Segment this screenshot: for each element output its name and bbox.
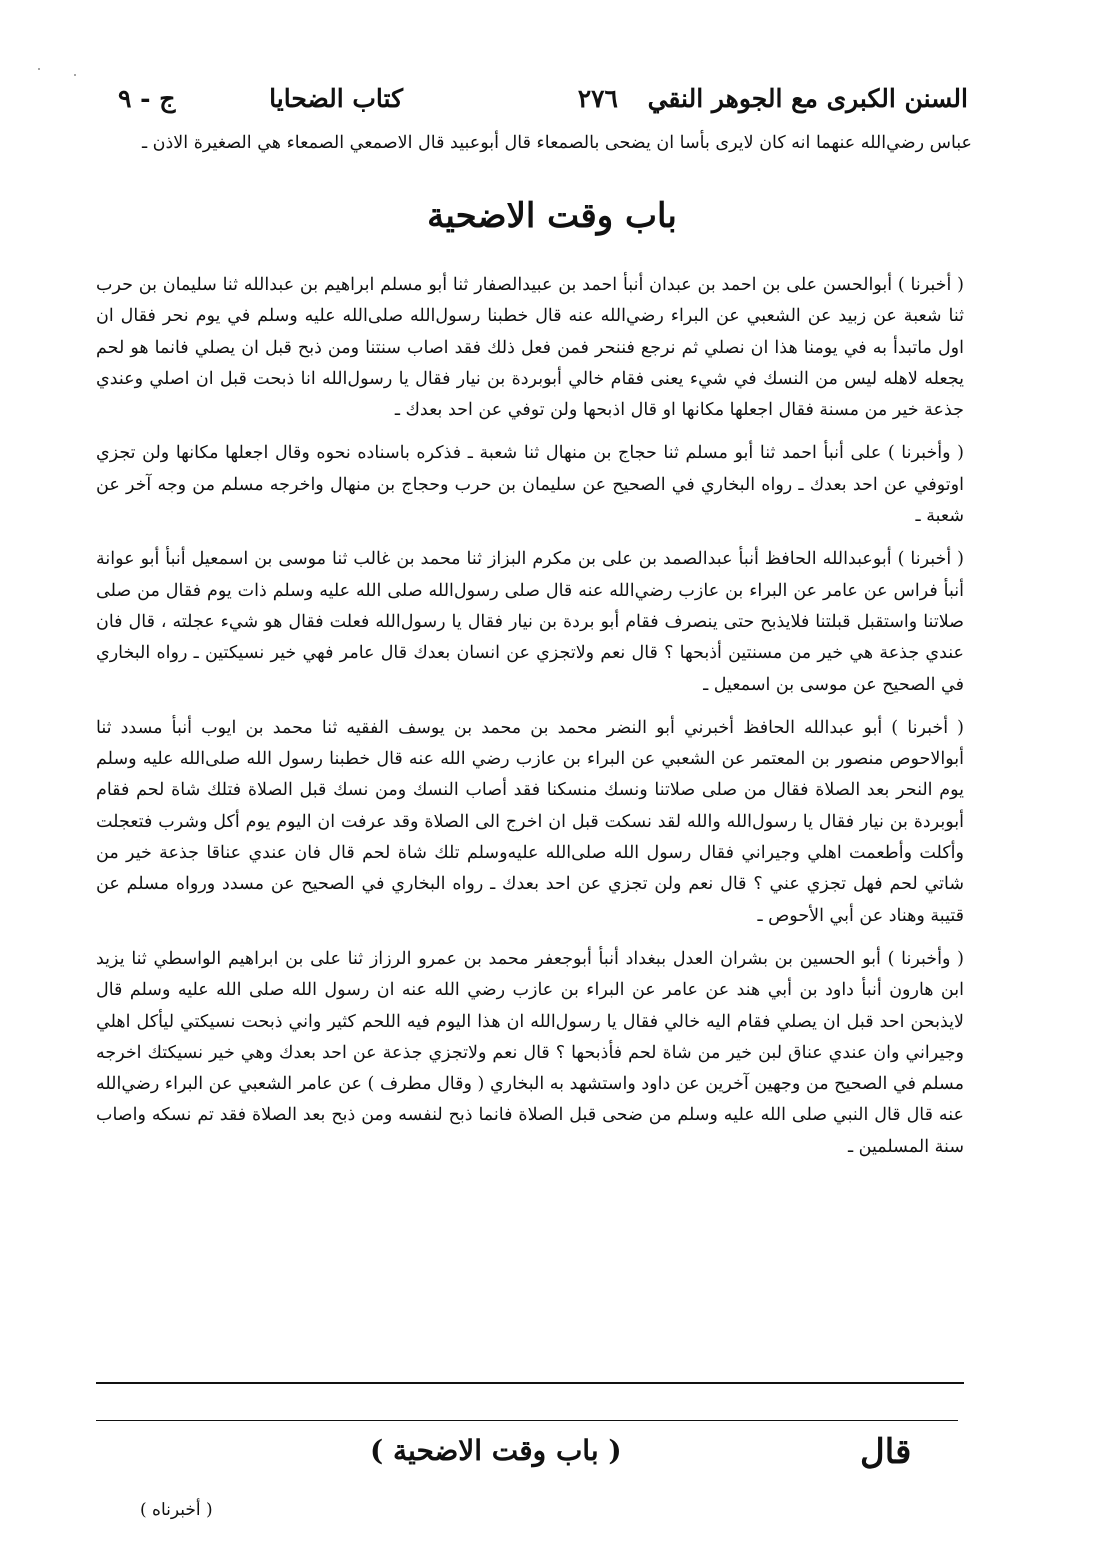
scan-speck bbox=[74, 74, 76, 76]
footnote-qala: قال bbox=[860, 1432, 912, 1472]
scan-speck bbox=[38, 68, 40, 70]
paragraph: ( أخبرنا ) أبو عبدالله الحافظ أخبرني أبو النضر محمد بن محمد بن يوسف الفقيه ثنا محمد بن ايوب أنبأ مسدد ثنا أبوالاحوص منصور بن المعتمر عن الشعبي عن البراء بن عازب رضي الله عنه قال خطبنا رسول الله صلى‌الله عليه وسلم يوم النحر بعد الصلاة فقال من صلى صلاتنا ونسك منسكنا فقد أصاب النسك ومن نسك قبل الصلاة فتلك شاة لحم فقام أبوبردة بن نيار فقال يا رسول‌الله والله لقد نسكت قبل ان اخرج الى الصلاة وقد عرفت ان اليوم يوم أكل وشرب فتعجلت وأكلت وأطعمت اهلي وجيراني فقال رسول الله صلى‌الله عليه‌وسلم تلك شاة لحم قال فان عندي عناقا جذعة خير من شاتي لحم فهل تجزي عني ؟ قال نعم ولن تجزي عن احد بعدك ـ رواه البخاري في الصحيح عن مسدد ورواه مسلم عن قتيبة وهناد عن أبي الأحوص ـ bbox=[96, 717, 964, 926]
paragraph: ( أخبرنا ) أبوالحسن على بن احمد بن عبدان أنبأ احمد بن عبيدالصفار ثنا أبو مسلم ابراهيم بن عبدالله ثنا سليمان بن حرب ثنا شعبة عن زبيد عن الشعبي عن البراء رضي‌الله عنه قال خطبنا رسول‌الله صلى‌الله عليه وسلم في يوم نحر فقال ان اول ماتبدأ به في يومنا هذا ان نصلي ثم نرجع فننحر فمن فعل ذلك فقد اصاب سنتنا ومن ذبح قبل ان يصلي فانما هو لحم يجعله لاهله ليس من النسك في شيء يعنى فقام خالي أبوبردة بن نيار فقال يا رسول‌الله انا ذبحت قبل ان اصلي وعندي جذعة خير من مسنة فقال اجعلها مكانها او قال اذبحها ولن توفي عن احد بعدك ـ bbox=[96, 275, 964, 421]
book-title: السنن الكبرى مع الجوهر النقي bbox=[647, 84, 968, 113]
paragraph: ( وأخبرنا ) على أنبأ احمد ثنا أبو مسلم ثنا حجاج بن منهال ثنا شعبة ـ فذكره باسناده نحوه وقال اجعلها مكانها ولن تجزي اوتوفي عن احد بعدك ـ رواه البخاري في الصحيح عن سليمان بن حرب وحجاج بن منهال واخرجه مسلم من وجه آخر عن شعبة ـ bbox=[96, 443, 964, 527]
chapter-title: باب وقت الاضحية bbox=[427, 196, 677, 236]
divider bbox=[96, 1420, 958, 1421]
paragraph: ( وأخبرنا ) أبو الحسين بن بشران العدل ببغداد أنبأ أبوجعفر محمد بن عمرو الرزاز ثنا على بن ابراهيم الواسطي ثنا يزيد ابن هارون أنبأ داود بن أبي هند عن عامر عن البراء بن عازب رضي الله عنه ان رسول الله صلى الله عليه وسلم قال لايذبحن احد قبل ان يصلي فقام اليه خالي فقال يا رسول‌الله ان هذا اليوم فيه اللحم كثير واني ذبحت نسيكتي ليأكل اهلي وجيراني وان عندي عناق لبن خير من شاة لحم فأذبحها ؟ قال نعم ولاتجزي جذعة عن احد بعدك وهي خير نسيكتك اخرجه مسلم في الصحيح من وجهين آخرين عن داود واستشهد به البخاري ( وقال مطرف ) عن عامر الشعبي عن البراء رضي‌الله عنه قال قال النبي صلى الله عليه وسلم من ضحى قبل الصلاة فانما ذبح لنفسه ومن ذبح بعد الصلاة فقد تم نسكه واصاب سنة المسلمين ـ bbox=[96, 948, 964, 1157]
footnote-title: ( باب وقت الاضحية ) bbox=[370, 1434, 622, 1467]
footnote-akhbarnah: ( أخبرناه ) bbox=[140, 1500, 213, 1520]
continuation-line: عباس رضي‌الله عنهما انه كان لايرى بأسا ان يضحى بالصمعاء قال أبوعبيد قال الاصمعي الصمعاء هي الصغيرة الاذن ـ bbox=[141, 133, 972, 153]
main-text bbox=[96, 270, 964, 1175]
page-number: ٢٧٦ bbox=[577, 84, 618, 113]
volume-label: ج - ٩ bbox=[118, 84, 176, 113]
running-header bbox=[118, 84, 968, 124]
paragraph: ( أخبرنا ) أبوعبدالله الحافظ أنبأ عبدالصمد بن على بن مكرم البزاز ثنا محمد بن غالب ثنا موسى بن اسمعيل أنبأ أبو عوانة أنبأ فراس عن عامر عن البراء بن عازب رضي‌الله عنه قال صلى رسول‌الله صلى الله عليه وسلم ذات يوم فقال من صلى صلاتنا واستقبل قبلتنا فلايذبح حتى ينصرف فقام أبو بردة بن نيار فقال يا رسول‌الله فعلت فقال هو شيء عجلته ، قال فان عندي جذعة هي خير من مسنتين أذبحها ؟ قال نعم ولاتجزي عن انسان بعدك قال عامر فهي خير نسيكتين ـ رواه البخاري في الصحيح عن موسى بن اسمعيل ـ bbox=[96, 549, 964, 695]
chapter-name: كتاب الضحايا bbox=[269, 84, 403, 113]
divider bbox=[96, 1382, 964, 1384]
